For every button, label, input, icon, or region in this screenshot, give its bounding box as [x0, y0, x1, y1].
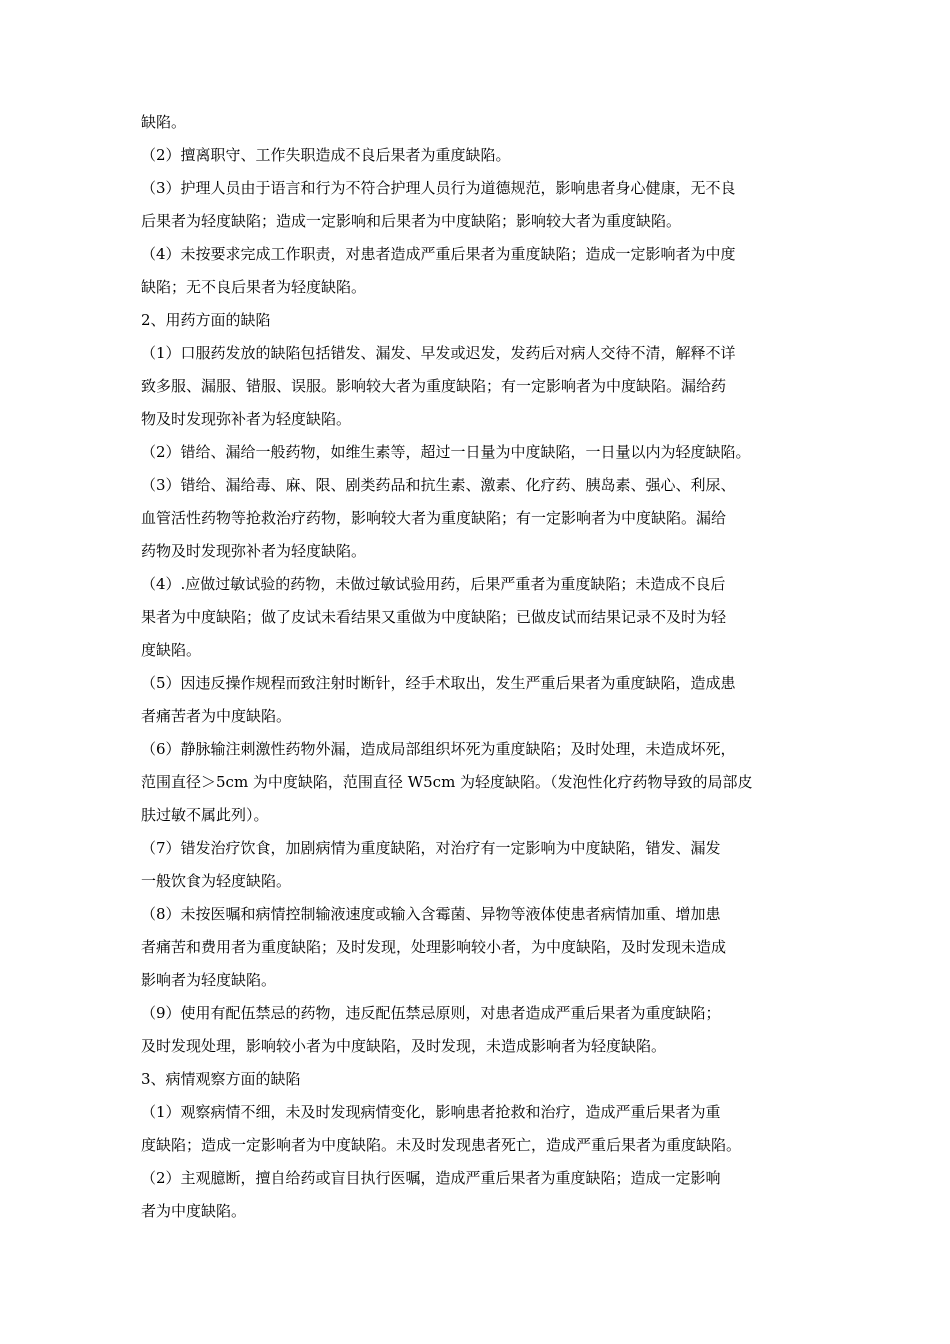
text-line: 度缺陷；造成一定影响者为中度缺陷。未及时发现患者死亡，造成严重后果者为重度缺陷。: [141, 1136, 742, 1154]
text-line: 者痛苦和费用者为重度缺陷；及时发现，处理影响较小者，为中度缺陷，及时发现未造成: [141, 938, 727, 956]
paragraph: [141, 1096, 831, 1162]
text-line: 缺陷。: [141, 113, 187, 131]
paragraph: [141, 238, 831, 304]
text-line: 3、病情观察方面的缺陷: [141, 1070, 301, 1088]
text-line: 药物及时发现弥补者为轻度缺陷。: [141, 542, 367, 560]
text-line: 度缺陷。: [141, 641, 202, 659]
paragraph: [141, 667, 831, 733]
text-line: （5）因违反操作规程而致注射时断针，经手术取出，发生严重后果者为重度缺陷，造成患: [141, 674, 736, 692]
text-line: （1）口服药发放的缺陷包括错发、漏发、早发或迟发，发药后对病人交待不清，解释不详: [141, 344, 736, 362]
paragraph: [141, 733, 831, 832]
paragraph: [141, 469, 831, 568]
paragraph: [141, 172, 831, 238]
paragraph: [141, 997, 831, 1063]
text-line: （4）.应做过敏试验的药物，未做过敏试验用药，后果严重者为重度缺陷；未造成不良后: [141, 575, 726, 593]
paragraph: [141, 139, 831, 172]
text-line: （3）护理人员由于语言和行为不符合护理人员行为道德规范，影响患者身心健康，无不良: [141, 179, 736, 197]
text-line: （7）错发治疗饮食，加剧病情为重度缺陷，对治疗有一定影响为中度缺陷，错发、漏发: [141, 839, 721, 857]
section-heading: [141, 304, 831, 337]
text-line: （1）观察病情不细，未及时发现病情变化，影响患者抢救和治疗，造成严重后果者为重: [141, 1103, 721, 1121]
text-line: 致多服、漏服、错服、误服。影响较大者为重度缺陷；有一定影响者为中度缺陷。漏给药: [141, 377, 727, 395]
text-line: 血管活性药物等抢救治疗药物，影响较大者为重度缺陷；有一定影响者为中度缺陷。漏给: [141, 509, 727, 527]
text-line: 肤过敏不属此列）。: [141, 806, 269, 824]
paragraph: [141, 1162, 831, 1228]
text-line: （6）静脉输注刺激性药物外漏，造成局部组织坏死为重度缺陷；及时处理，未造成坏死，: [141, 740, 736, 758]
text-line: （2）主观臆断，擅自给药或盲目执行医嘱，造成严重后果者为重度缺陷；造成一定影响: [141, 1169, 721, 1187]
text-line: 缺陷；无不良后果者为轻度缺陷。: [141, 278, 367, 296]
text-line: 者为中度缺陷。: [141, 1202, 247, 1220]
paragraph: [141, 337, 831, 436]
text-line: （2）错给、漏给一般药物，如维生素等，超过一日量为中度缺陷，一日量以内为轻度缺陷。: [141, 443, 751, 461]
paragraph: [141, 568, 831, 667]
paragraph: [141, 898, 831, 997]
text-line: 范围直径＞5cm 为中度缺陷，范围直径 W5cm 为轻度缺陷。（发泡性化疗药物导致的局部皮: [141, 773, 753, 791]
text-line: 一般饮食为轻度缺陷。: [141, 872, 292, 890]
section-heading: [141, 1063, 831, 1096]
text-line: 及时发现处理，影响较小者为中度缺陷，及时发现，未造成影响者为轻度缺陷。: [141, 1037, 667, 1055]
text-line: （2）擅离职守、工作失职造成不良后果者为重度缺陷。: [141, 146, 511, 164]
text-line: 2、用药方面的缺陷: [141, 311, 271, 329]
text-line: 果者为中度缺陷；做了皮试未看结果又重做为中度缺陷；已做皮试而结果记录不及时为轻: [141, 608, 727, 626]
text-line: 物及时发现弥补者为轻度缺陷。: [141, 410, 352, 428]
paragraph: [141, 106, 831, 139]
document-body: [141, 106, 831, 1228]
paragraph: [141, 436, 831, 469]
text-line: 影响者为轻度缺陷。: [141, 971, 277, 989]
paragraph: [141, 832, 831, 898]
text-line: （8）未按医嘱和病情控制输液速度或输入含霉菌、异物等液体使患者病情加重、增加患: [141, 905, 721, 923]
text-line: 后果者为轻度缺陷；造成一定影响和后果者为中度缺陷；影响较大者为重度缺陷。: [141, 212, 682, 230]
text-line: （9）使用有配伍禁忌的药物，违反配伍禁忌原则，对患者造成严重后果者为重度缺陷；: [141, 1004, 721, 1022]
text-line: （4）未按要求完成工作职责，对患者造成严重后果者为重度缺陷；造成一定影响者为中度: [141, 245, 736, 263]
text-line: 者痛苦者为中度缺陷。: [141, 707, 292, 725]
text-line: （3）错给、漏给毒、麻、限、剧类药品和抗生素、激素、化疗药、胰岛素、强心、利尿、: [141, 476, 736, 494]
